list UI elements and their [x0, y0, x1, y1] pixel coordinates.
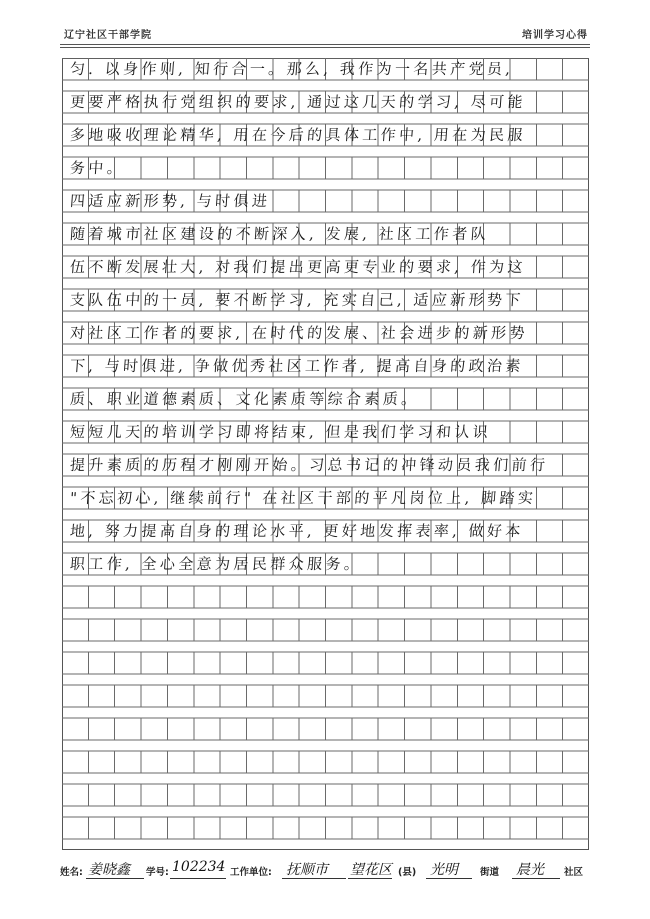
document-type: 培训学习心得	[522, 30, 588, 41]
district-underline	[348, 878, 392, 879]
handwritten-line: "不忘初心, 继续前行" 在社区干部的平凡岗位上, 脚踏实	[69, 489, 537, 507]
name-underline	[86, 878, 144, 879]
handwritten-line: 下, 与时俱进, 争做优秀社区工作者, 提高自身的政治素	[69, 357, 525, 375]
handwritten-line: 质、职业道德素质、文化素质等综合素质。	[69, 390, 421, 408]
id-underline	[170, 878, 226, 879]
handwritten-line: 支队伍中的一员, 要不断学习, 充实自己, 适应新形势下	[69, 291, 525, 309]
handwritten-line: 多地吸收理论精华, 用在今后的具体工作中, 用在为民服	[69, 126, 527, 144]
community-label: 社区	[564, 867, 584, 878]
handwritten-line: 职工作, 全心全意为居民群众服务。	[69, 555, 363, 573]
handwritten-line: 对社区工作者的要求, 在时代的发展、社会进步的新形势	[69, 324, 529, 342]
name-value: 姜晓鑫	[88, 862, 130, 878]
handwritten-line: 随着城市社区建设的不断深入, 发展, 社区工作者队	[69, 225, 490, 243]
handwritten-line: 更要严格执行党组织的要求, 通过这几天的学习, 尽可能	[69, 93, 527, 111]
street-value: 光明	[430, 862, 458, 878]
institution-name: 辽宁社区干部学院	[64, 30, 152, 41]
handwritten-line: 匀. 以身作则, 知行合一。那么, 我作为一名共产党员,	[69, 60, 515, 78]
community-underline	[512, 878, 560, 879]
student-id-value: 102234	[172, 859, 226, 875]
name-label: 姓名:	[60, 867, 83, 878]
county-label: (县)	[398, 867, 417, 878]
street-label: 街道	[480, 867, 500, 878]
handwritten-line: 提升素质的历程才刚刚开始。习总书记的冲锋动员我们前行	[69, 456, 550, 474]
handwritten-line: 四适应新形势, 与时俱进	[69, 192, 271, 210]
community-value: 晨光	[516, 862, 544, 878]
header-rule-bottom	[60, 47, 590, 48]
student-id-label: 学号:	[146, 867, 169, 878]
city-underline	[282, 878, 346, 879]
header-rule-top	[60, 44, 590, 45]
student-info-footer	[60, 858, 600, 880]
city-value: 抚顺市	[286, 862, 328, 878]
handwritten-line: 短短几天的培训学习即将结束, 但是我们学习和认识	[69, 423, 492, 441]
handwritten-line: 务中。	[69, 159, 126, 177]
district-value: 望花区	[350, 862, 392, 878]
handwritten-line: 地, 努力提高自身的理论水平, 更好地发挥表率, 做好本	[69, 522, 525, 540]
grid-paper	[62, 58, 589, 850]
work-unit-label: 工作单位:	[230, 867, 272, 878]
handwritten-line: 伍不断发展壮大, 对我们提出更高更专业的要求, 作为这	[69, 258, 527, 276]
street-underline	[426, 878, 472, 879]
